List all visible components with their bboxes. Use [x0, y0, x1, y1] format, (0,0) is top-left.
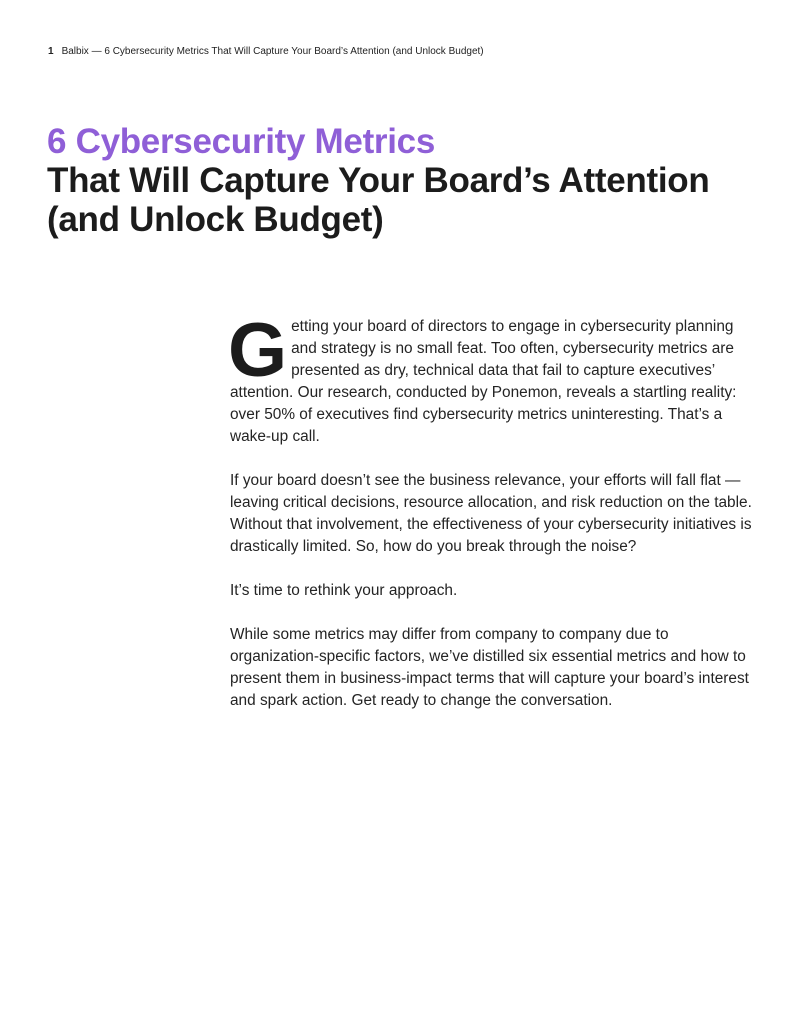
- page-number: 1: [48, 46, 54, 57]
- intro-paragraph-2: If your board doesn’t see the business relevance, your efforts will fall flat — leaving critical decisions, resource allocation, and risk reduction on the table. Without that involvement, the effectiveness of your cybersecurity initiatives is drastically limited. So, how do you break through the noise?: [230, 472, 752, 555]
- intro-paragraph-4: While some metrics may differ from company to company due to organization-specific factors, we’ve distilled six essential metrics and how to present them in business-impact terms that will capture your board’s interest and spark action. Get ready to change the conversation.: [230, 626, 749, 709]
- intro-paragraph-1: [228, 308, 752, 448]
- drop-cap: G: [228, 308, 288, 393]
- page-title: [47, 122, 747, 239]
- title-accent-line: 6 Cybersecurity Metrics: [47, 122, 436, 161]
- intro-body: [228, 308, 752, 734]
- intro-paragraph-3: It’s time to rethink your approach.: [230, 582, 458, 599]
- running-title: Balbix — 6 Cybersecurity Metrics That Will Capture Your Board’s Attention (and Unlock Budget): [61, 46, 484, 57]
- title-main-line: That Will Capture Your Board’s Attention (and Unlock Budget): [47, 161, 710, 239]
- intro-paragraph-1-text: etting your board of directors to engage in cybersecurity planning and strategy is no small feat. Too often, cybersecurity metrics are presented as dry, technical data that fail to capture executives’ attention. Our research, conducted by Ponemon, reveals a startling reality: over 50% of executives find cybersecurity metrics uninteresting. That’s a wake-up call.: [230, 318, 737, 445]
- page-header: [48, 45, 484, 59]
